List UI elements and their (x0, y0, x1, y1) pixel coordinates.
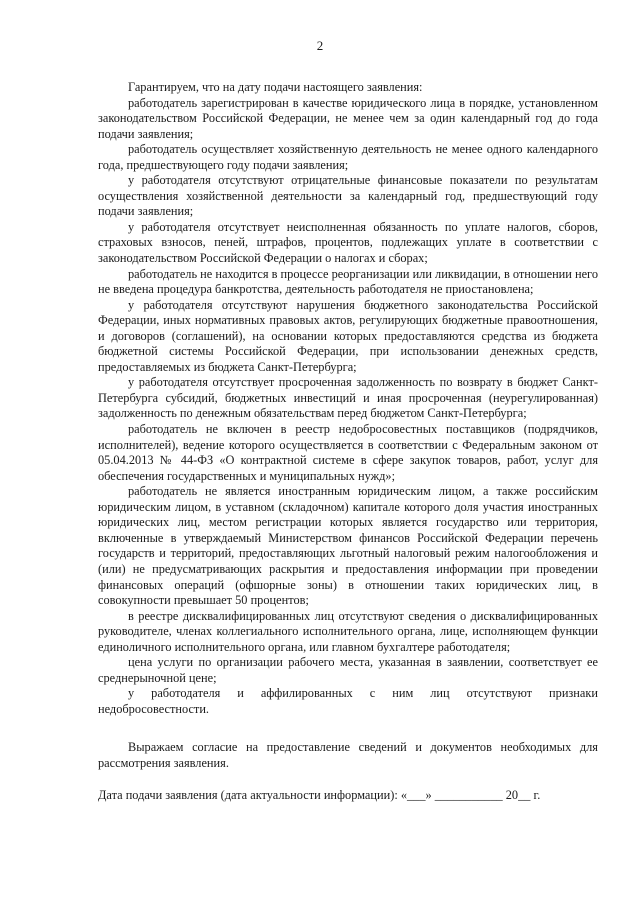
guarantee-item-unfair-suppliers: работодатель не включен в реестр недобросовестных поставщиков (подрядчиков, исполнителей), ведение которого осуществляется в соответствии с Федеральным законом от 05.04.2013 № 44-ФЗ «О контрактной системе в сфере закупок товаров, работ, услуг для обеспечения государственных и муниципальных нужд»; (98, 422, 598, 483)
submission-date-line: Дата подачи заявления (дата актуальности информации): «___» ___________ 20__ г. (98, 788, 541, 802)
guarantee-item-taxes: у работодателя отсутствует неисполненная обязанность по уплате налогов, сборов, страховых взносов, пеней, штрафов, процентов, подлежащих уплате в соответствии с законодательством Российской Федерации о налогах и сборах; (98, 219, 598, 266)
guarantee-intro: Гарантируем, что на дату подачи настоящего заявления: (128, 80, 423, 94)
guarantee-item-registration: работодатель зарегистрирован в качестве юридического лица в порядке, установленном законодательством Российской Федерации, не менее чем за один календарный год до года подачи заявления; (98, 95, 598, 141)
consent-paragraph: Выражаем согласие на предоставление сведений и документов необходимых для рассмотрения заявления. (98, 740, 598, 770)
guarantee-item-foreign-entity: работодатель не является иностранным юридическим лицом, а также российским юридическим лицом, в уставном (складочном) капитале которого доля участия иностранных юридических лиц, местом регистрации которых является государство или территория, включенные в утверждаемый Министерством финансов Российской Федерации перечень государств и территорий, предоставляющих льготный налоговый режим налогообложения и (или) не предусматривающих раскрытия и предоставления информации при проведении финансовых операций (офшорные зоны) в отношении таких юридических лиц, в совокупности превышает 50 процентов; (98, 484, 598, 608)
guarantee-item-good-faith: у работодателя и аффилированных с ним лиц отсутствуют признаки недобросовестности. (98, 686, 598, 716)
guarantee-item-market-price: цена услуги по организации рабочего места, указанная в заявлении, соответствует ее среднерыночной цене; (98, 655, 598, 685)
guarantee-item-financials: у работодателя отсутствуют отрицательные финансовые показатели по результатам осуществления хозяйственной деятельности за календарный год, предшествующий году подачи заявления; (98, 173, 598, 219)
guarantee-item-activity: работодатель осуществляет хозяйственную деятельность не менее одного календарного года, предшествующего году подачи заявления; (98, 142, 598, 172)
guarantee-item-disqualified: в реестре дисквалифицированных лиц отсутствуют сведения о дисквалифицированных руководителе, членах коллегиального исполнительного органа, лице, исполняющем функции единоличного исполнительного органа, или главном бухгалтере работодателя; (98, 608, 598, 654)
guarantee-item-overdue-debt: у работодателя отсутствует просроченная задолженность по возврату в бюджет Санкт-Петербурга субсидий, бюджетных инвестиций и иная просроченная (неурегулированная) задолженность по денежным обязательствам перед бюджетом Санкт-Петербурга; (98, 375, 598, 421)
guarantee-section (98, 80, 598, 717)
guarantee-item-budget-violations: у работодателя отсутствуют нарушения бюджетного законодательства Российской Федерации, иных нормативных правовых актов, регулирующих бюджетные правоотношения, и договоров (соглашений), на основании которых предоставляются средства из бюджета бюджетной системы Российской Федерации, при использовании денежных средств, предоставляемых из бюджета Санкт-Петербурга; (98, 297, 598, 374)
guarantee-item-reorganization: работодатель не находится в процессе реорганизации или ликвидации, в отношении него не введена процедура банкротства, деятельность работодателя не приостановлена; (98, 266, 598, 297)
page-number: 2 (316, 38, 324, 53)
